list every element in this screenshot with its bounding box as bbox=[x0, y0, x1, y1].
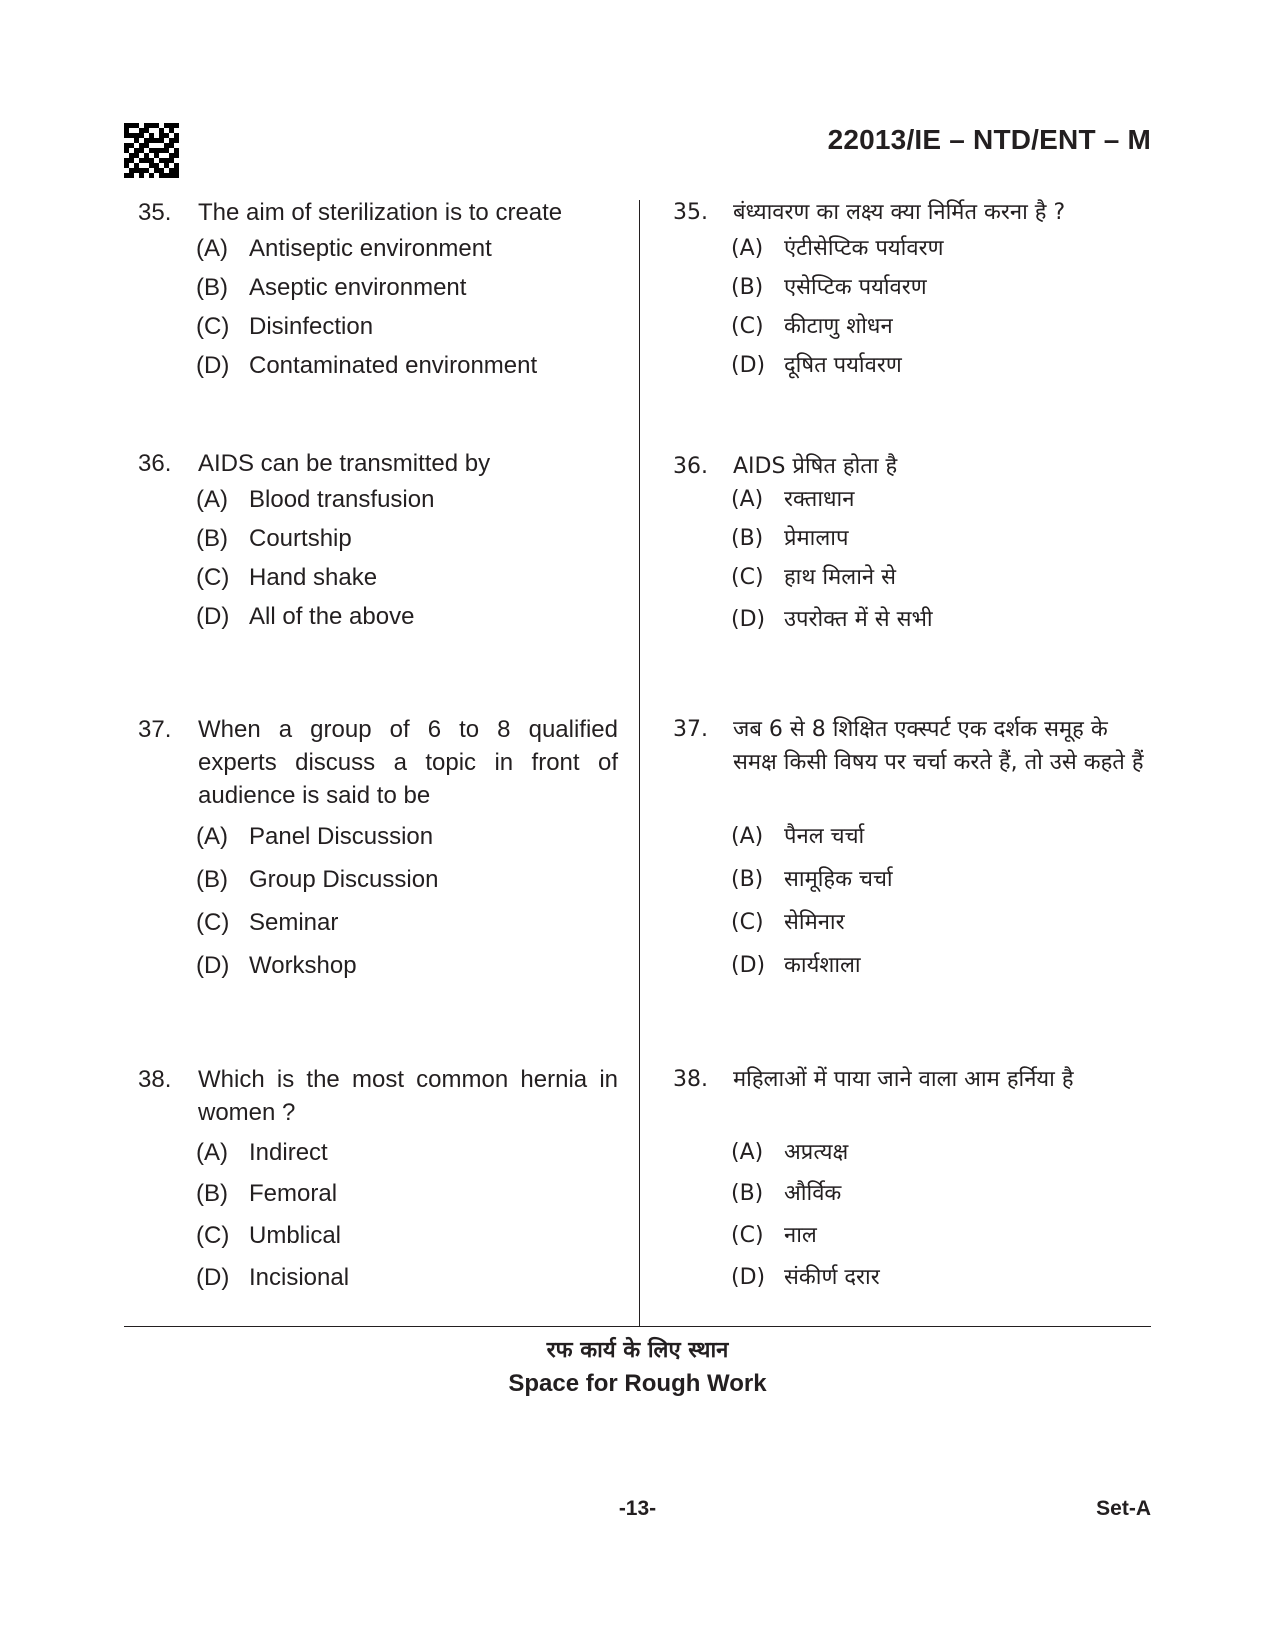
column-divider bbox=[639, 200, 640, 1327]
option-c: (C) Umblical bbox=[196, 1222, 342, 1249]
option-d: (D) दूषित पर्यावरण bbox=[731, 353, 902, 378]
question-number: 38. bbox=[138, 1066, 172, 1093]
option-d: (D) All of the above bbox=[196, 603, 415, 630]
question-text: AIDS can be transmitted by bbox=[198, 450, 491, 477]
question-text: AIDS प्रेषित होता है bbox=[733, 454, 898, 479]
option-a: (A) एंटीसेप्टिक पर्यावरण bbox=[731, 236, 944, 261]
question-38-hi bbox=[673, 1063, 1153, 1290]
option-a: (A) अप्रत्यक्ष bbox=[731, 1140, 849, 1165]
option-c: (C) Hand shake bbox=[196, 564, 378, 591]
set-label: Set-A bbox=[1096, 1497, 1151, 1520]
option-b: (B) Courtship bbox=[196, 525, 352, 552]
page-number: -13- bbox=[618, 1497, 657, 1520]
question-35-hi bbox=[673, 196, 1153, 378]
question-38-en bbox=[138, 1063, 618, 1291]
option-a: (A) पैनल चर्चा bbox=[731, 824, 865, 849]
option-d: (D) कार्यशाला bbox=[731, 953, 861, 978]
question-number: 37. bbox=[673, 717, 708, 742]
qr-code bbox=[124, 123, 179, 178]
option-d: (D) Contaminated environment bbox=[196, 352, 538, 379]
option-b: (B) एसेप्टिक पर्यावरण bbox=[731, 275, 927, 300]
option-b: (B) प्रेमालाप bbox=[731, 526, 849, 551]
question-text: जब 6 से 8 शिक्षित एक्स्पर्ट एक दर्शक समूह के समक्ष किसी विषय पर चर्चा करते हैं, तो उसे कहते हैं bbox=[733, 717, 1144, 775]
question-37-en bbox=[138, 713, 618, 979]
option-a: (A) Indirect bbox=[196, 1139, 328, 1166]
option-d: (D) Workshop bbox=[196, 952, 357, 979]
question-35-en bbox=[138, 196, 618, 379]
option-d: (D) Incisional bbox=[196, 1264, 350, 1291]
option-a: (A) रक्ताधान bbox=[731, 487, 855, 512]
rough-work-divider bbox=[124, 1326, 1151, 1327]
option-b: (B) और्विक bbox=[731, 1181, 842, 1206]
option-c: (C) नाल bbox=[731, 1223, 817, 1248]
option-d: (D) संकीर्ण दरार bbox=[731, 1265, 880, 1290]
option-b: (B) Aseptic environment bbox=[196, 274, 467, 301]
option-c: (C) कीटाणु शोधन bbox=[731, 314, 893, 339]
option-b: (B) सामूहिक चर्चा bbox=[731, 867, 893, 892]
question-36-hi bbox=[673, 450, 1153, 632]
question-text: बंध्यावरण का लक्ष्य क्या निर्मित करना है ? bbox=[733, 200, 1066, 225]
option-d: (D) उपरोक्त में से सभी bbox=[731, 607, 933, 632]
rough-work-label-english: Space for Rough Work bbox=[508, 1370, 767, 1397]
question-text: The aim of sterilization is to create bbox=[198, 199, 563, 226]
option-a: (A) Panel Discussion bbox=[196, 823, 434, 850]
question-36-en bbox=[138, 447, 618, 630]
question-37-hi bbox=[673, 713, 1153, 978]
question-number: 36. bbox=[138, 450, 172, 477]
question-number: 35. bbox=[138, 199, 172, 226]
option-a: (A) Blood transfusion bbox=[196, 486, 435, 513]
rough-work-label-hindi: रफ कार्य के लिए स्थान bbox=[546, 1338, 729, 1363]
question-text: Which is the most common hernia in women ? bbox=[198, 1066, 618, 1126]
question-text: When a group of 6 to 8 qualified experts discuss a topic in front of audience is said to be bbox=[198, 716, 618, 809]
paper-code: 22013/IE – NTD/ENT – M bbox=[827, 124, 1151, 155]
question-number: 35. bbox=[673, 200, 708, 225]
option-b: (B) Group Discussion bbox=[196, 866, 439, 893]
option-c: (C) हाथ मिलाने से bbox=[731, 565, 896, 590]
option-c: (C) Seminar bbox=[196, 909, 339, 936]
option-a: (A) Antiseptic environment bbox=[196, 235, 492, 262]
question-number: 37. bbox=[138, 716, 172, 743]
option-c: (C) सेमिनार bbox=[731, 910, 845, 935]
question-number: 36. bbox=[673, 454, 708, 479]
question-number: 38. bbox=[673, 1067, 708, 1092]
option-b: (B) Femoral bbox=[196, 1180, 338, 1207]
question-text: महिलाओं में पाया जाने वाला आम हर्निया है bbox=[733, 1067, 1074, 1092]
option-c: (C) Disinfection bbox=[196, 313, 374, 340]
